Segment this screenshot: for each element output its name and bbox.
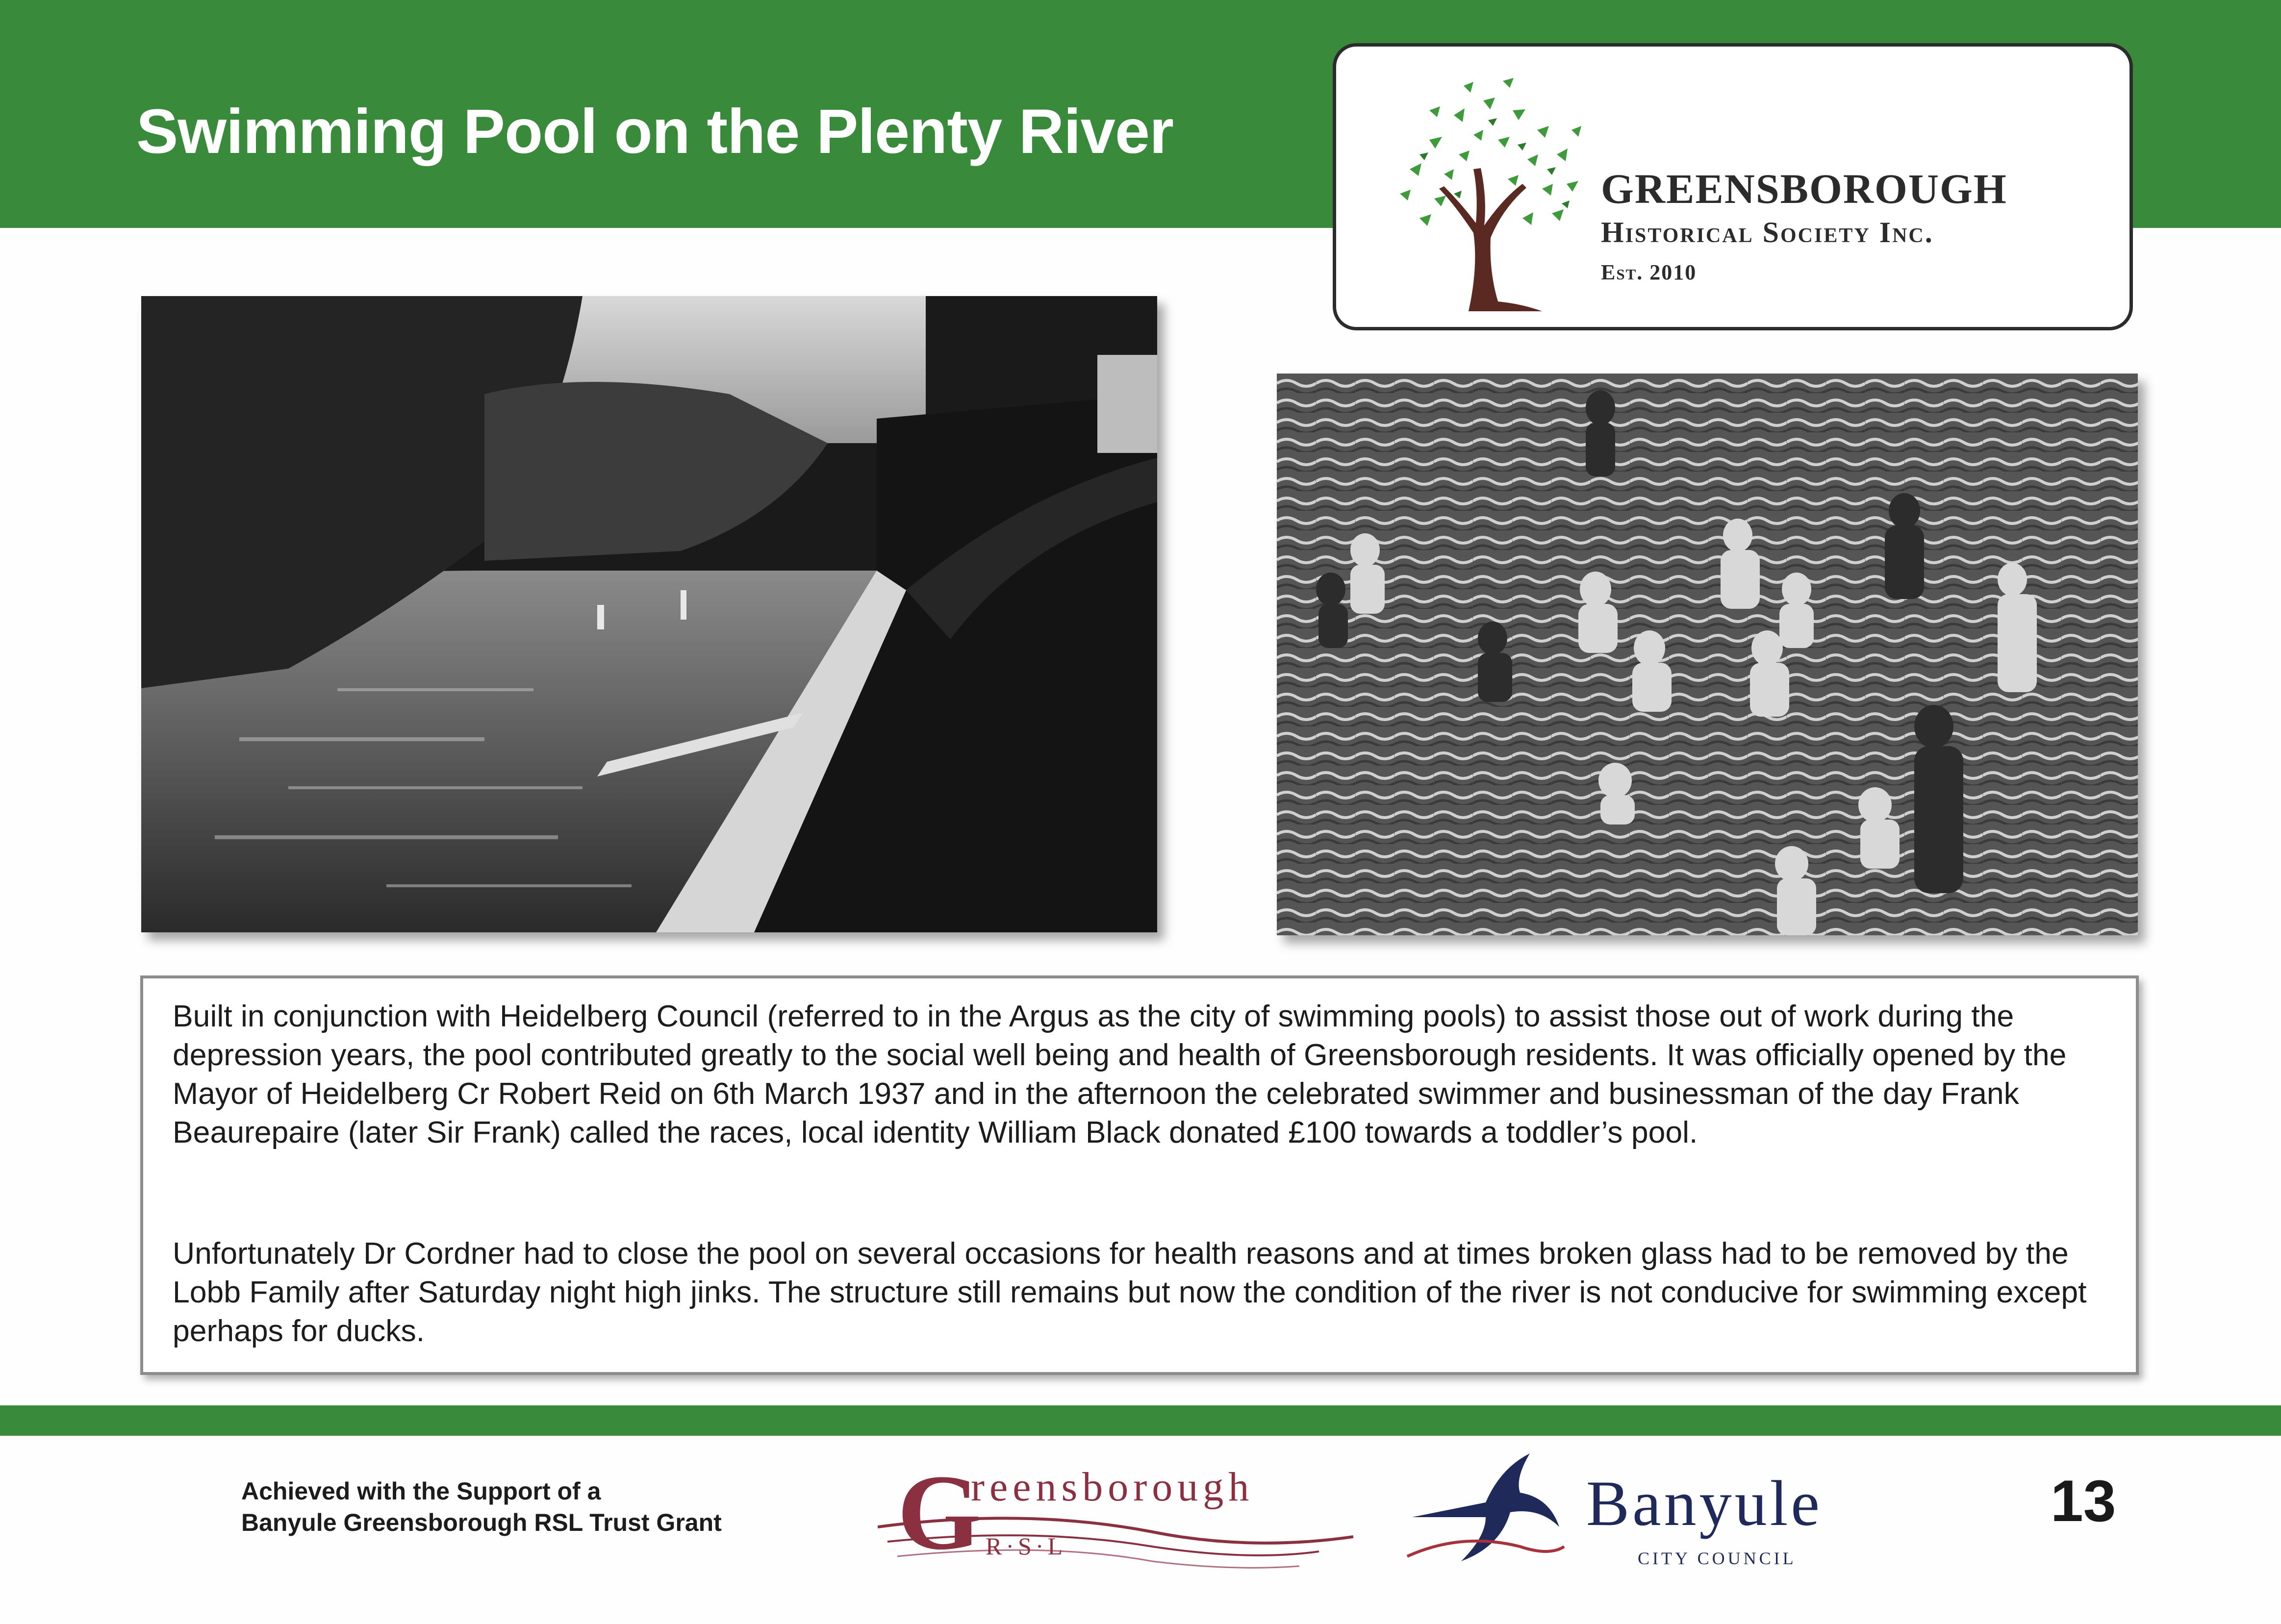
swallow-bird-icon <box>1402 1449 1569 1566</box>
river-pool-image <box>141 296 1157 932</box>
historical-society-logo <box>1333 43 2133 330</box>
page-title: Swimming Pool on the Plenty River <box>136 97 1173 167</box>
description-paragraph-1: Built in conjunction with Heidelberg Council (referred to in the Argus as the city of swimming pools) to assist those out of work during the depression years, the pool contributed greatly to the social well being and health of Greensborough residents. It was officially opened by the Mayor of Heidelberg Cr Robert Reid on 6th March 1937 and in the afternoon the celebrated swimmer and businessman of the day Frank Beaurepaire (later Sir Frank) called the races, local identity William Black donated £100 towards a toddler’s pool. <box>173 999 2067 1149</box>
rsl-abbreviation: R·S·L <box>986 1532 1066 1560</box>
grant-acknowledgement <box>241 1475 722 1538</box>
greensborough-rsl-logo <box>878 1452 1353 1576</box>
society-subtitle: Historical Society Inc. <box>1601 216 1934 249</box>
society-established: Est. 2010 <box>1601 260 1697 284</box>
river-pool-photo <box>141 296 1157 932</box>
swimmers-image <box>1277 374 2138 935</box>
footer-band <box>0 1405 2281 1436</box>
society-name: GREENSBOROUGH <box>1601 165 2007 212</box>
page-number: 13 <box>2051 1468 2116 1534</box>
rsl-g-letter: G <box>897 1452 982 1572</box>
grant-line-2: Banyule Greensborough RSL Trust Grant <box>241 1509 722 1536</box>
swimmers-photo <box>1277 374 2138 935</box>
banyule-subtitle: CITY COUNCIL <box>1638 1549 1797 1568</box>
description-panel <box>140 975 2139 1375</box>
banyule-name: Banyule <box>1586 1467 1823 1539</box>
description-paragraph-2: Unfortunately Dr Cordner had to close the pool on several occasions for health reasons and at times broken glass had to be removed by the Lobb Family after Saturday night high jinks. The structure still remains but now the condition of the river is not conducive for swimming except perhaps for ducks. <box>173 1236 2087 1348</box>
grant-line-1: Achieved with the Support of a <box>241 1477 601 1505</box>
tree-icon <box>1356 56 1621 321</box>
rsl-name: reensborough <box>971 1464 1254 1510</box>
